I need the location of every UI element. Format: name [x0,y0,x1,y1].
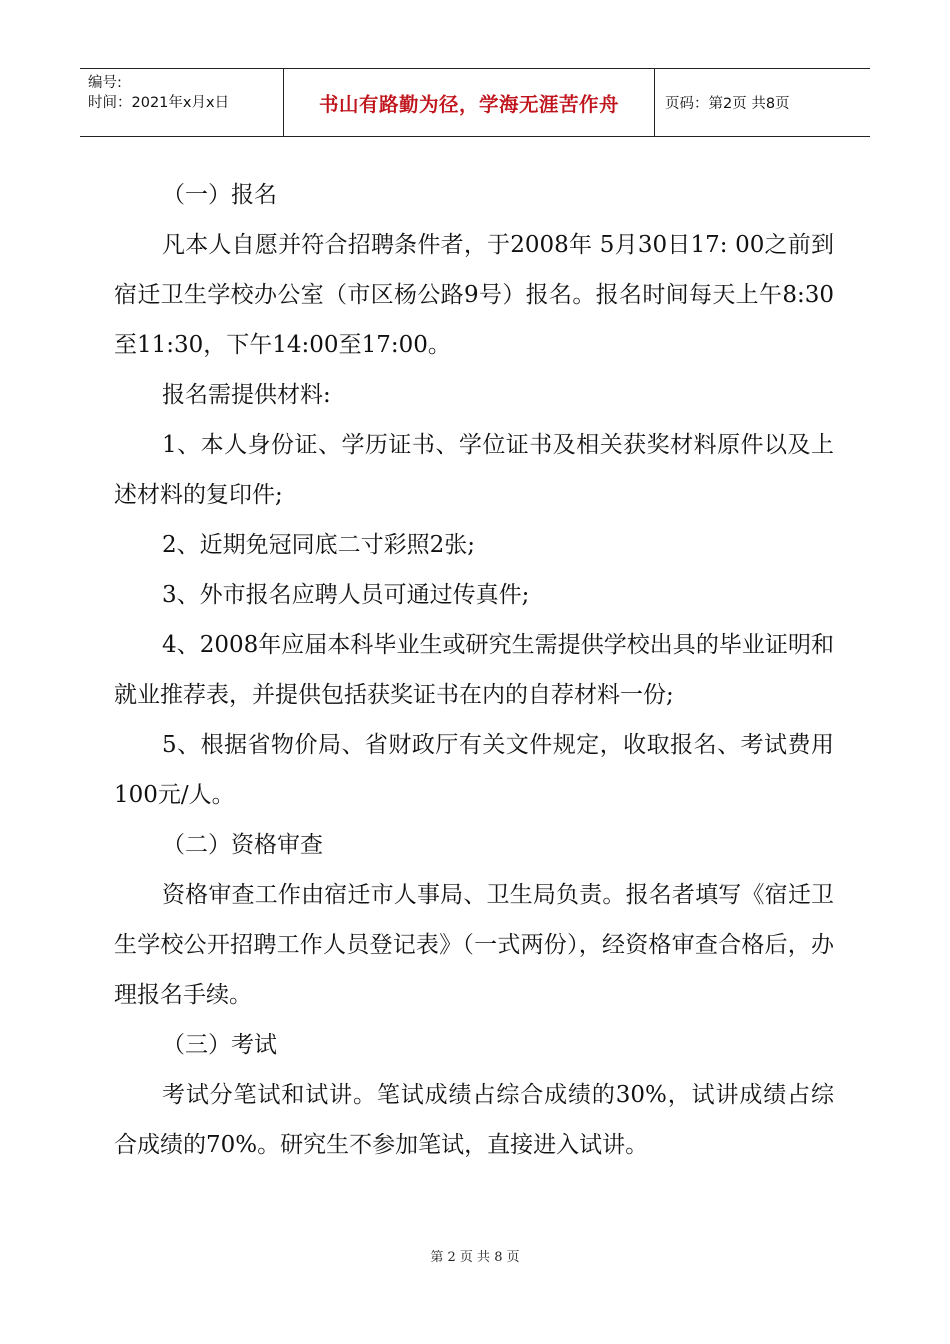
page-header [80,68,870,137]
header-page-label: 页码：第2页 共8页 [665,96,790,112]
header-meta [80,69,284,136]
time-label: 时间：2021年x月x日 [88,95,230,111]
section-title-exam: （三）考试 [162,1032,277,1058]
paragraph-registration-time: 凡本人自愿并符合招聘条件者，于2008年 5月30日17: 00之前到宿迁卫生学校办公室（市区杨公路9号）报名。报名时间每天上午8:30至11:30，下午14:00至17:00。 [114,232,834,358]
list-item-1: 1、本人身份证、学历证书、学位证书及相关获奖材料原件以及上述材料的复印件; [114,432,834,508]
section-title-qualification: （二）资格审查 [162,832,323,858]
document-body [114,170,834,1170]
header-motto: 书山有路勤为径，学海无涯苦作舟 [284,69,655,136]
list-item-2: 2、近期免冠同底二寸彩照2张; [162,532,476,558]
list-item-4: 4、2008年应届本科毕业生或研究生需提供学校出具的毕业证明和就业推荐表，并提供包括获奖证书在内的自荐材料一份; [114,632,834,708]
page-footer: 第 2 页 共 8 页 [430,1250,520,1265]
paragraph-materials-intro: 报名需提供材料: [162,382,331,408]
list-item-5: 5、根据省物价局、省财政厅有关文件规定，收取报名、考试费用100元/人。 [114,732,834,808]
paragraph-exam: 考试分笔试和试讲。笔试成绩占综合成绩的30%，试讲成绩占综合成绩的70%。研究生不参加笔试，直接进入试讲。 [114,1082,834,1158]
section-title-registration: （一）报名 [162,182,277,208]
list-item-3: 3、外市报名应聘人员可通过传真件; [162,582,530,608]
number-label: 编号: [88,75,122,91]
paragraph-qualification: 资格审查工作由宿迁市人事局、卫生局负责。报名者填写《宿迁卫生学校公开招聘工作人员登记表》（一式两份），经资格审查合格后，办理报名手续。 [114,882,834,1008]
